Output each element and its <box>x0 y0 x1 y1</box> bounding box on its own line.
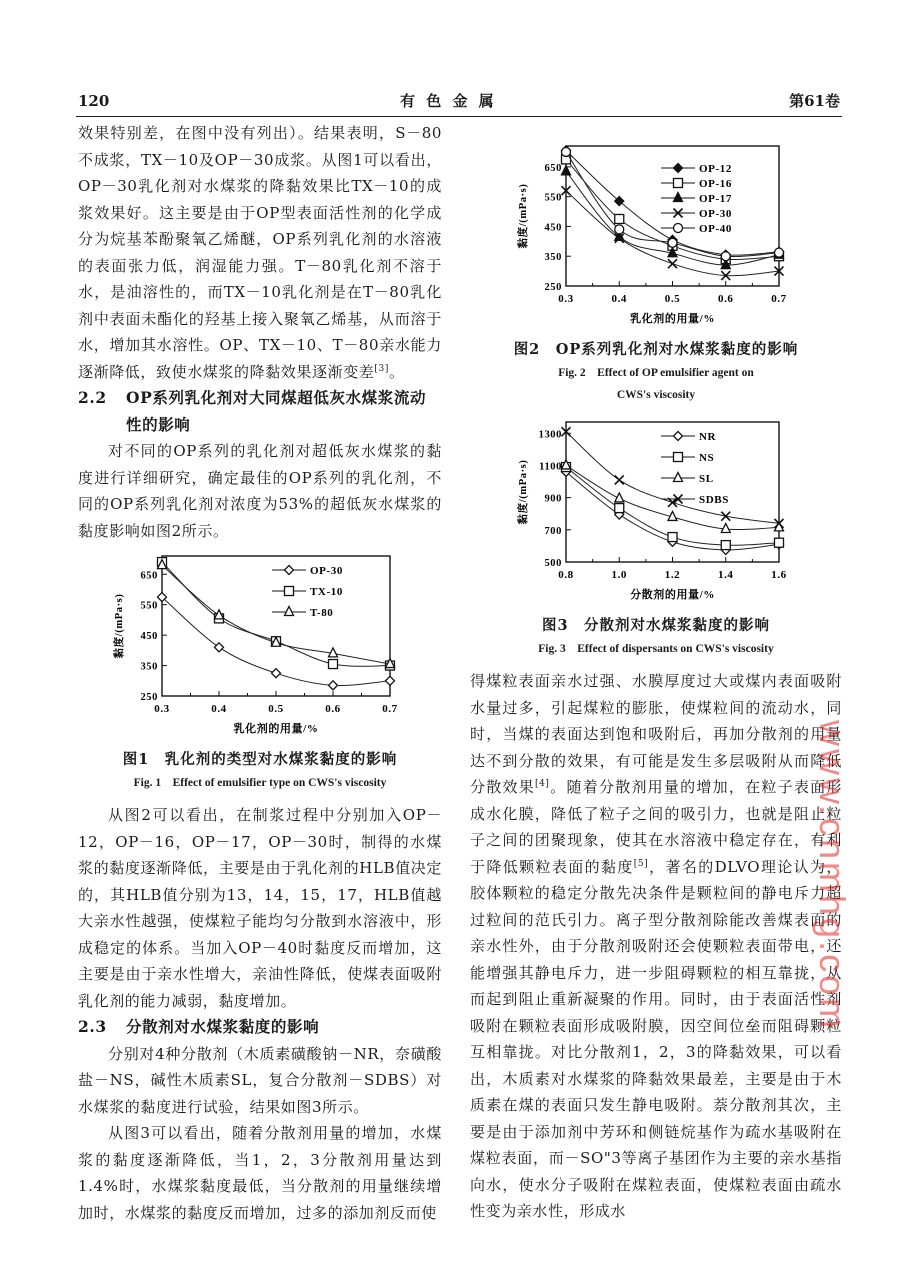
y-tick-label: 650 <box>140 570 158 582</box>
x-axis-label: 乳化剂的用量/% <box>233 723 319 735</box>
x-tick-label: 1.4 <box>717 569 734 581</box>
y-tick-label: 250 <box>140 692 158 703</box>
y-axis-label: 黏度/(mPa·s) <box>114 593 125 659</box>
figure-1-caption-zh: 图1 乳化剂的类型对水煤浆黏度的影响 <box>122 751 398 768</box>
legend <box>661 431 729 506</box>
x-tick-label: 0.6 <box>717 293 734 305</box>
series-ns <box>561 463 783 550</box>
x-tick-label: 1.2 <box>664 569 680 581</box>
figure-3-caption <box>470 614 842 660</box>
paragraph-text: 效果特别差，在图中没有列出）。结果表明，S－80不成浆，TX－10及OP－30成浆。从图1可以看出，OP－30乳化剂对水煤浆的降黏效果比TX－10的成浆效果好。这主要是由于OP型表面活性剂的化学成分为烷基苯酚聚氧乙烯醚，OP系列乳化剂的水溶液的表面张力低，润湿能力强。T－80乳化剂不溶于水，是油溶性的，而TX－10乳化剂是在T－80乳化剂中表面未酯化的羟基上接入聚氧乙烯基，从而溶于水，增加其水溶性。OP、TX－10、T－80亲水能力逐渐降低，致使水煤浆的降黏效果逐渐变差 <box>78 124 442 381</box>
marker-diamond <box>386 676 395 685</box>
marker-x <box>668 259 677 268</box>
paragraph: 对不同的OP系列的乳化剂对超低灰水煤浆的黏度进行详细研究，确定最佳的OP系列的乳化剂，不同的OP系列乳化剂对浓度为53%的超低灰水煤浆的黏度影响如图2所示。 <box>78 442 442 540</box>
marker-circle <box>721 252 730 261</box>
marker-x <box>614 475 623 484</box>
marker-x <box>721 512 730 521</box>
marker-square <box>721 541 730 550</box>
y-tick-label: 450 <box>543 222 562 234</box>
section-number: 2.3 <box>78 1017 107 1036</box>
figure-2-caption-en: Fig. 2 Effect of OP emulsifier agent on <box>558 367 754 379</box>
y-tick-label: 250 <box>543 282 562 293</box>
legend-label: NS <box>698 452 714 464</box>
figure-1-chart <box>110 548 410 748</box>
volume-label: 第61卷 <box>789 92 840 110</box>
y-tick-label: 900 <box>543 493 562 505</box>
marker-diamond <box>272 669 281 678</box>
figure-3-chart <box>514 414 799 614</box>
marker-square <box>774 538 783 547</box>
citation: [3] <box>374 363 389 374</box>
series-op-40 <box>561 147 783 260</box>
marker-triangle <box>673 473 682 482</box>
series-t-80 <box>158 560 395 668</box>
marker-square <box>668 533 677 542</box>
marker-circle <box>673 224 682 233</box>
y-axis-label: 黏度/(mPa·s) <box>517 459 529 525</box>
legend-label: OP-12 <box>698 163 732 175</box>
paragraph-end: 。 <box>388 362 405 381</box>
legend <box>661 163 732 235</box>
section-title: OP系列乳化剂对大同煤超低灰水煤浆流动 <box>126 388 427 407</box>
figure-2-caption <box>470 338 842 406</box>
marker-triangle <box>285 607 294 616</box>
marker-circle <box>561 147 570 156</box>
x-axis-label: 分散剂的用量/% <box>629 589 715 601</box>
marker-square <box>614 214 623 223</box>
y-tick-label: 650 <box>543 162 562 174</box>
legend-item <box>661 452 714 464</box>
y-tick-label: 700 <box>543 525 562 537</box>
y-tick-label: 1300 <box>538 429 562 441</box>
legend-label: OP-30 <box>310 565 343 577</box>
section-title: 分散剂对水煤浆黏度的影响 <box>126 1017 320 1036</box>
legend-label: TX-10 <box>310 586 343 598</box>
series-line <box>162 562 390 666</box>
section-title-cont: 性的影响 <box>126 414 191 434</box>
marker-square <box>329 660 338 669</box>
series-op-17 <box>561 166 783 269</box>
legend-label: OP-30 <box>698 208 732 220</box>
legend-item <box>661 473 714 486</box>
marker-circle <box>774 248 783 257</box>
y-tick-label: 350 <box>543 252 562 264</box>
x-tick-label: 0.3 <box>557 293 574 305</box>
marker-circle <box>614 225 623 234</box>
section-heading-2-3 <box>78 1014 442 1041</box>
citation: [4] <box>535 779 550 789</box>
legend <box>272 565 343 619</box>
marker-square <box>614 504 623 513</box>
paragraph <box>470 668 842 1225</box>
paragraph-text: 。随着分散剂用量的增加，在粒子表面形成水化膜，降低了粒子之间的吸引力，也就是阻止粒子之间的团聚现象，使其在水溶液中稳定存在，有利于降低颗粒表面的黏度 <box>470 778 842 876</box>
series-tx-10 <box>158 558 395 670</box>
section-number: 2.2 <box>78 388 107 407</box>
x-tick-label: 1.0 <box>610 569 627 581</box>
figure-1-caption-en: Fig. 1 Effect of emulsifier type on CWS's viscosity <box>133 777 387 789</box>
watermark: www.cnmhg.com <box>812 720 853 1032</box>
figure-1-caption <box>78 748 442 794</box>
marker-circle <box>668 238 677 247</box>
paragraph-text: ，著名的DLVO理论认为，胶体颗粒的稳定分散先决条件是颗粒间的静电斥力超过粒间的范氏引力。离子型分散剂除能改善煤表面的亲水性外，由于分散剂吸附还会使颗粒表面带电，还能增强其静电斥力，进一步阻碍颗粒的相互靠拢，从而起到阻止重新凝聚的作用。同时，由于表面活性剂吸附在颗粒表面形成吸附膜，因空间位垒而阻碍颗粒互相靠拢。对比分散剂1，2，3的降黏效果，可以看出，木质素对水煤浆的降黏效果最差，主要是由于木质素在煤的表面只发生静电吸附。萘分散剂其次，主要是由于添加剂中芳环和侧链烷基作为疏水基吸附在煤粒表面，而－SO"3等离子基团作为主要的亲水基指向水，使水分子吸附在煤粒表面，使煤粒表面由疏水性变为亲水性，形成水 <box>470 857 842 1220</box>
legend-item <box>661 193 732 206</box>
marker-triangle <box>721 524 730 533</box>
x-tick-label: 0.3 <box>154 703 170 715</box>
legend-label: OP-16 <box>698 178 732 190</box>
legend-label: SDBS <box>698 494 729 506</box>
paragraph <box>78 120 442 385</box>
series-line <box>162 565 390 664</box>
x-tick-label: 0.8 <box>557 569 574 581</box>
x-tick-label: 0.4 <box>610 293 627 305</box>
citation: [5] <box>633 858 649 869</box>
paragraph: 从图3可以看出，随着分散剂用量的增加，水煤浆的黏度逐渐降低，当1，2，3分散剂用量达到1.4%时，水煤浆黏度最低，当分散剂的用量继续增加时，水煤浆的黏度反而增加，过多的添加剂反而使 <box>78 1124 442 1222</box>
legend-item <box>661 178 732 190</box>
header-rule <box>76 116 842 117</box>
paragraph-text: 得煤粒表面亲水过强、水膜厚度过大或煤内表面吸附水量过多，引起煤粒的膨胀，使煤粒间的流动水，同时，当煤的表面达到饱和吸附后，再加分散剂的用量达不到分散的效果，有可能是发生多层吸附从而降低分散效果 <box>470 672 842 796</box>
y-tick-label: 350 <box>140 661 158 673</box>
marker-square <box>673 453 682 462</box>
x-axis-label: 乳化剂的用量/% <box>629 313 715 325</box>
legend-label: NR <box>698 431 716 443</box>
marker-diamond <box>673 432 682 441</box>
figure-2-caption-zh: 图2 OP系列乳化剂对水煤浆黏度的影响 <box>513 341 799 358</box>
marker-diamond <box>329 681 338 690</box>
marker-triangle <box>673 193 682 202</box>
section-heading-2-2-cont <box>78 412 442 439</box>
x-tick-label: 0.5 <box>268 703 284 715</box>
x-tick-label: 1.6 <box>770 569 787 581</box>
marker-triangle <box>614 493 623 502</box>
legend-item <box>272 586 343 598</box>
series-op-30 <box>561 186 783 280</box>
x-tick-label: 0.5 <box>664 293 680 305</box>
legend-item <box>661 431 717 443</box>
y-tick-label: 1100 <box>538 461 562 473</box>
y-axis-label: 黏度/(mPa·s) <box>517 183 529 249</box>
marker-diamond <box>215 643 224 652</box>
legend-label: T-80 <box>310 607 334 619</box>
legend-item <box>661 223 732 235</box>
y-tick-label: 450 <box>140 631 158 643</box>
plot-frame <box>566 146 779 286</box>
marker-square <box>285 587 294 596</box>
x-tick-label: 0.6 <box>325 703 341 715</box>
page-number: 120 <box>78 92 110 110</box>
x-tick-label: 0.4 <box>211 703 227 715</box>
y-tick-label: 550 <box>543 192 562 204</box>
marker-square <box>673 179 682 188</box>
legend-label: OP-40 <box>698 223 732 235</box>
y-tick-label: 550 <box>140 600 158 612</box>
paragraph: 从图2可以看出，在制浆过程中分别加入OP－12，OP－16，OP－17，OP－30时，制得的水煤浆的黏度逐渐降低，主要是由于乳化剂的HLB值决定的，其HLB值分别为13，14，15，17，HLB值越大亲水性越强，使煤粒子能均匀分散到水溶液中，形成稳定的体系。当加入OP－40时黏度反而增加，这主要是由于亲水性增大，亲油性降低，使煤表面吸附乳化剂的能力减弱，黏度增加。 <box>78 806 442 1010</box>
marker-diamond <box>285 566 294 575</box>
figure-2-chart <box>514 138 799 338</box>
section-heading-2-2 <box>78 385 442 412</box>
y-tick-label: 500 <box>543 558 562 569</box>
figure-3-caption-en: Fig. 3 Effect of dispersants on CWS's viscosity <box>538 643 774 655</box>
legend-label: OP-17 <box>698 193 732 205</box>
x-tick-label: 0.7 <box>382 703 398 715</box>
legend-item <box>272 565 343 577</box>
paragraph: 分别对4种分散剂（木质素磺酸钠－NR，奈磺酸盐－NS，碱性木质素SL，复合分散剂－SDBS）对水煤浆的黏度进行试验，结果如图3所示。 <box>78 1044 442 1116</box>
marker-diamond <box>673 164 682 173</box>
legend-item <box>272 607 333 620</box>
right-column <box>470 134 842 1225</box>
legend-item <box>661 163 732 175</box>
figure-3-caption-zh: 图3 分散剂对水煤浆黏度的影响 <box>541 617 771 634</box>
left-column <box>78 120 442 1226</box>
journal-name: 有 色 金 属 <box>400 92 497 110</box>
legend-item <box>661 208 732 220</box>
legend-label: SL <box>698 473 714 485</box>
figure-2-caption-en-cont: CWS's viscosity <box>616 389 696 401</box>
x-tick-label: 0.7 <box>770 293 787 305</box>
